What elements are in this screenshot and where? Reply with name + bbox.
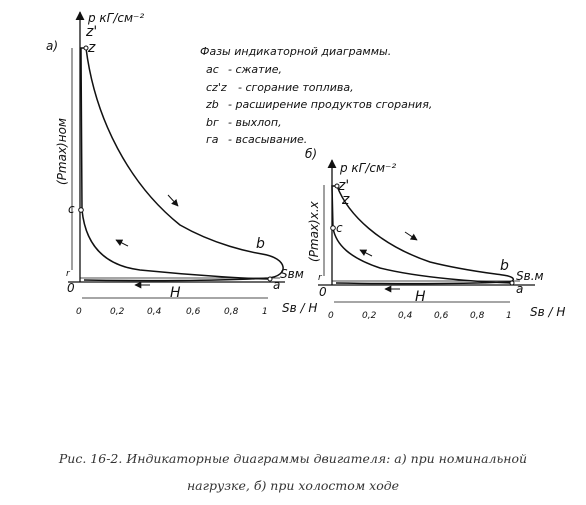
- panel-a-tick-5: 1: [262, 307, 268, 317]
- panel-b-cycle-curve: [332, 186, 513, 284]
- panel-b-tick-1: 0,2: [362, 311, 377, 321]
- legend-code-2: zb: [206, 98, 219, 111]
- panel-a-stroke-label: H: [170, 285, 181, 301]
- panel-b-tick-0: 0: [328, 311, 334, 321]
- panel-a-label-zero: 0: [67, 281, 75, 295]
- legend-code-4: га: [206, 133, 219, 146]
- panel-a-point-c: [79, 208, 84, 213]
- panel-b-label-sbm: Sв.м: [516, 269, 544, 283]
- legend-code-0: ас: [206, 63, 219, 76]
- panel-a-label-b: b: [256, 236, 265, 252]
- panel-a-label-sbm: Sвм: [280, 267, 304, 281]
- legend-text-3: - выхлоп,: [228, 116, 282, 129]
- panel-b-label-c: c: [336, 221, 343, 235]
- panel-a-tag: а): [46, 39, 59, 53]
- panel-a-pmax-label: (Pmax)ном: [55, 118, 69, 185]
- panel-a-arrow-compression: [116, 240, 128, 246]
- panel-b-label-zero: 0: [319, 285, 327, 299]
- legend-text-0: - сжатие,: [228, 63, 282, 76]
- panel-a-point-a: [268, 277, 272, 281]
- panel-a-tick-1: 0,2: [110, 307, 125, 317]
- panel-a-tick-4: 0,8: [224, 307, 239, 317]
- figure-caption-line-2: нагрузке, б) при холостом ходе: [186, 478, 400, 493]
- panel-a-tick-0: 0: [76, 307, 82, 317]
- legend-title: Фазы индикаторной диаграммы.: [200, 45, 392, 58]
- panel-a-label-a: a: [273, 278, 281, 292]
- panel-b-arrow-compression: [360, 250, 372, 256]
- panel-b-tag: б): [305, 147, 318, 161]
- panel-b-point-c: [331, 226, 336, 231]
- panel-b-label-z: z: [342, 192, 350, 208]
- panel-a-x-axis-label: Sв / H: [282, 301, 318, 315]
- panel-a-arrow-expansion: [168, 195, 178, 206]
- legend-code-1: сz'z: [206, 81, 227, 94]
- panel-b-x-ticks: [328, 311, 512, 321]
- panel-b-stroke-label: H: [415, 289, 426, 305]
- panel-b-point-a: [510, 281, 514, 285]
- panel-b-y-axis-label: р кГ/см⁻²: [340, 161, 397, 175]
- legend-text-4: - всасывание.: [228, 133, 308, 146]
- panel-b-label-a: a: [516, 282, 524, 296]
- panel-b-label-zprime: z': [338, 178, 350, 194]
- panel-a-tick-3: 0,6: [186, 307, 201, 317]
- panel-a-label-zprime: z': [86, 24, 98, 40]
- panel-a-label-z: z: [88, 40, 96, 56]
- panel-a-label-c: c: [68, 202, 75, 216]
- panel-b-tick-5: 1: [506, 311, 512, 321]
- legend-code-3: bг: [206, 116, 219, 129]
- panel-a-tick-2: 0,4: [147, 307, 162, 317]
- panel-b-label-b: b: [500, 258, 509, 274]
- panel-b-tick-3: 0,6: [434, 311, 449, 321]
- legend-text-1: - сгорание топлива,: [238, 81, 354, 94]
- phase-legend: [200, 45, 432, 146]
- panel-b-arrow-expansion: [405, 232, 417, 240]
- panel-b-tick-4: 0,8: [470, 311, 485, 321]
- legend-text-2: - расширение продуктов сгорания,: [228, 98, 433, 111]
- panel-a-label-r: r: [66, 269, 70, 279]
- panel-b-tick-2: 0,4: [398, 311, 413, 321]
- figure-caption-line-1: Рис. 16-2. Индикаторные диаграммы двигателя: а) при номинальной: [58, 451, 528, 466]
- panel-b-diagram: [305, 147, 565, 321]
- panel-a-y-axis-label: р кГ/см⁻²: [88, 11, 145, 25]
- panel-b-x-axis-label: Sв / H: [530, 305, 566, 319]
- panel-b-label-r: r: [318, 273, 322, 283]
- panel-b-pmax-label: (Pmax)х.х: [307, 201, 321, 262]
- panel-a-x-ticks: [76, 307, 268, 317]
